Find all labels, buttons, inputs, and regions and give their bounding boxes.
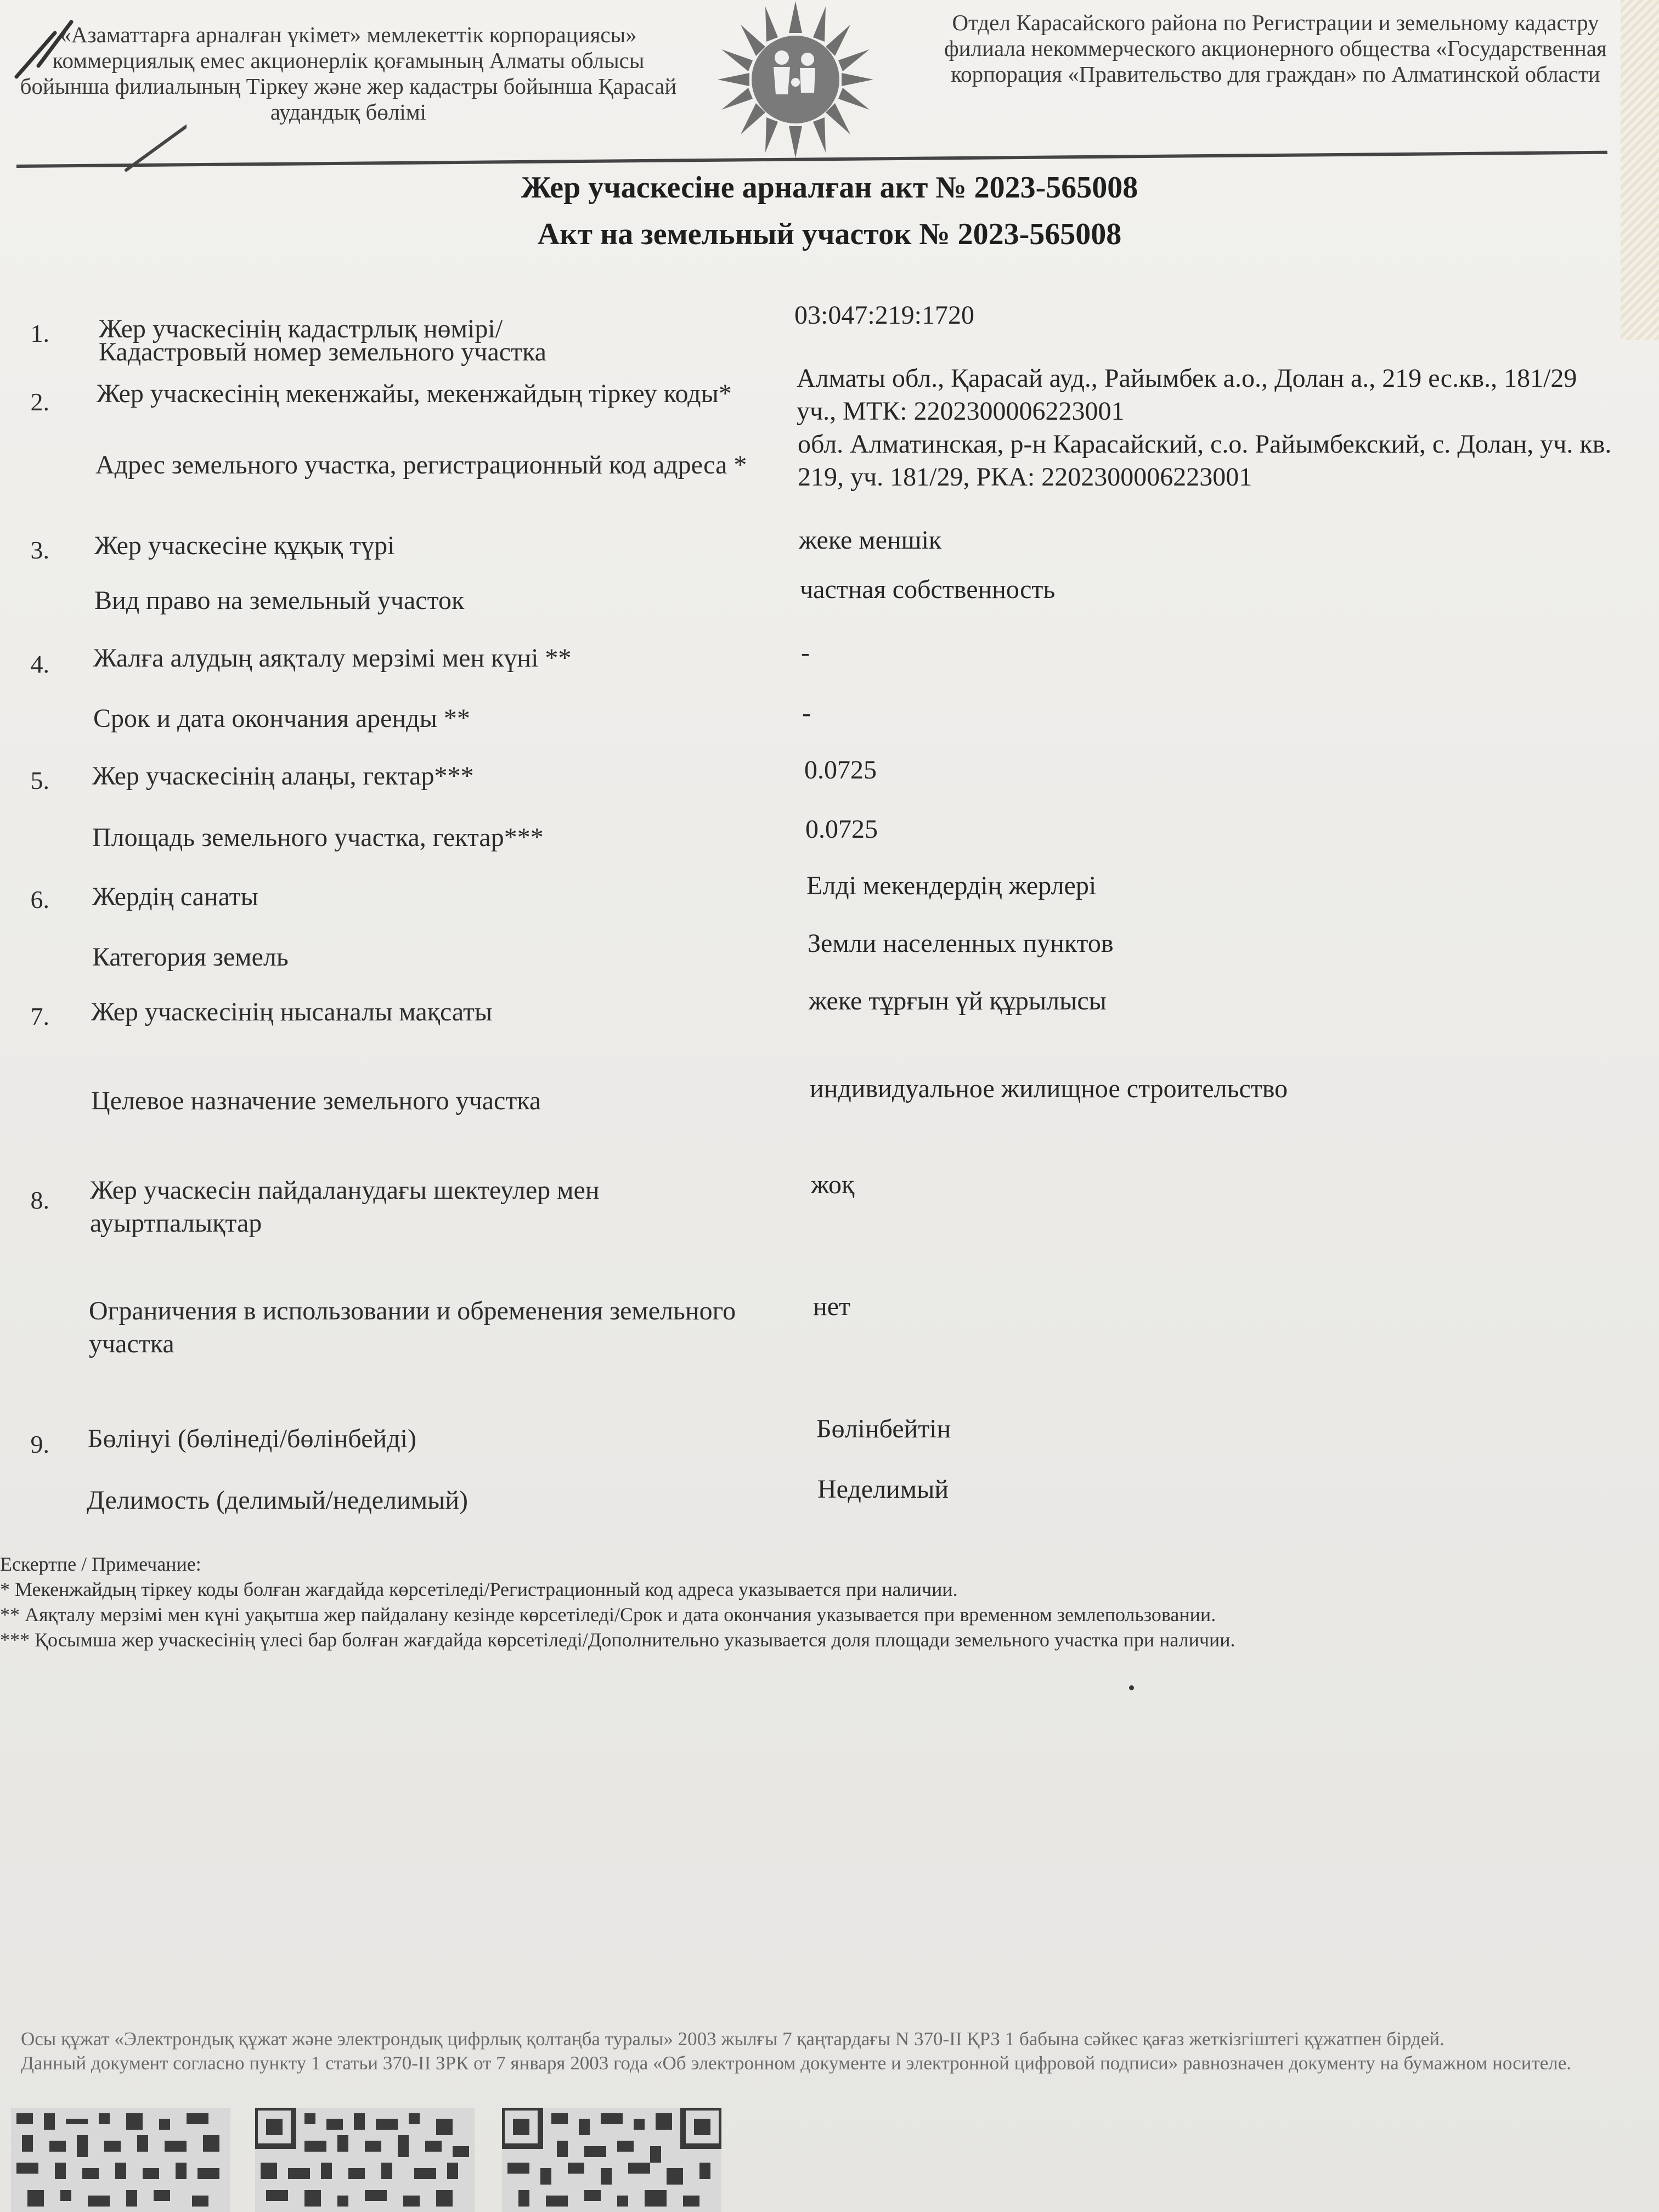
area-value-ru: 0.0725 bbox=[805, 815, 878, 844]
row-number: 7. bbox=[30, 1002, 49, 1030]
row-number: 9. bbox=[30, 1430, 49, 1458]
row-label-kz: Жер учаскесін пайдаланудағы шектеулер мен ауыртпалықтар bbox=[90, 1176, 600, 1238]
right-type-value-ru: частная собственность bbox=[800, 575, 1056, 604]
divisibility-value-kz: Бөлінбейтін bbox=[816, 1414, 951, 1443]
land-category-value-kz: Елді мекендердің жерлері bbox=[806, 871, 1097, 900]
row-label-ru: Вид право на земельный участок bbox=[94, 586, 465, 615]
row-label-ru: Целевое назначение земельного участка bbox=[91, 1086, 541, 1115]
divisibility-value-ru: Неделимый bbox=[817, 1475, 949, 1504]
purpose-value-kz: жеке тұрғын үй құрылысы bbox=[809, 986, 1107, 1015]
header-left-kz: «Азаматтарға арналған үкімет» мемлекеттік корпорациясы» коммерциялық емес акционерлік қоғамының Алматы облысы бойынша филиалының Тіркеу және жер кадастры бойынша Қарасай аудандық бөлімі bbox=[20, 22, 677, 125]
row-number: 1. bbox=[30, 319, 49, 347]
qr-code-icon bbox=[11, 2108, 230, 2212]
footer-legal-text bbox=[21, 2027, 1659, 2075]
purpose-value-ru: индивидуальное жилищное строительство bbox=[810, 1074, 1288, 1103]
notes-heading: Ескертпе / Примечание: bbox=[0, 1553, 201, 1575]
row-label-ru: Кадастровый номер земельного участка bbox=[99, 337, 546, 366]
row-number: 6. bbox=[30, 885, 49, 913]
row-label-kz: Жер учаскесіне құқық түрі bbox=[94, 531, 395, 560]
row-label-kz: Жер учаскесінің нысаналы мақсаты bbox=[91, 997, 493, 1026]
row-label-kz: Жалға алудың аяқталу мерзімі мен күні ** bbox=[93, 644, 572, 673]
sun-family-emblem-icon bbox=[708, 0, 883, 159]
area-value-kz: 0.0725 bbox=[804, 755, 877, 785]
lease-end-value-ru: - bbox=[802, 698, 811, 727]
row-label-kz: Жер учаскесінің мекенжайы, мекенжайдың тіркеу коды* bbox=[97, 379, 732, 408]
note-item: ** Аяқталу мерзімі мен күні уақытша жер пайдалану кезінде көрсетіледі/Срок и дата окончания указывается при временном землепользовании. bbox=[0, 1604, 1216, 1626]
row-label-kz: Жер учаскесінің кадастрлық нөмірі/ bbox=[99, 314, 503, 343]
land-category-value-ru: Земли населенных пунктов bbox=[808, 929, 1114, 958]
row-label-ru: Срок и дата окончания аренды ** bbox=[93, 704, 470, 733]
footer-ru: Данный документ согласно пункту 1 статьи 370-II ЗРК от 7 января 2003 года «Об электронном документе и электронной цифровой подписи» равнозначен документу на бумажном носителе. bbox=[21, 2052, 1572, 2074]
note-item: * Мекенжайдың тіркеу коды болған жағдайда көрсетіледі/Регистрационный код адреса указывается при наличии. bbox=[0, 1578, 958, 1600]
footer-kz: Осы құжат «Электрондық құжат және электрондық цифрлық қолтаңба туралы» 2003 жылғы 7 қаңтардағы N 370-II ҚРЗ 1 бабына сәйкес қағаз жеткізгіштегі құжатпен бірдей. bbox=[21, 2028, 1444, 2050]
qr-code-icon bbox=[255, 2108, 475, 2212]
row-label-ru: Адрес земельного участка, регистрационный код адреса * bbox=[95, 450, 747, 479]
row-label-ru: Ограничения в использовании и обременения земельного участка bbox=[89, 1296, 736, 1358]
row-label-ru: Категория земель bbox=[92, 943, 289, 972]
row-label-ru: Делимость (делимый/неделимый) bbox=[87, 1486, 469, 1515]
notes-block bbox=[0, 1551, 1646, 1652]
title-kz: Жер учаскесіне арналған акт № 2023-565008 bbox=[521, 171, 1138, 205]
row-number: 4. bbox=[30, 650, 49, 678]
ink-dot bbox=[1129, 1685, 1134, 1690]
row-label-kz: Жер учаскесінің алаңы, гектар*** bbox=[92, 761, 474, 791]
note-item: *** Қосымша жер учаскесінің үлесі бар болған жағдайда көрсетіледі/Дополнительно указывается доля площади земельного участка при наличии. bbox=[0, 1629, 1235, 1651]
address-value-ru: обл. Алматинская, р-н Карасайский, с.о. Райымбекский, с. Долан, уч. кв. 219, уч. 181/29, РКА: 2202300006223001 bbox=[798, 430, 1612, 492]
row-number: 8. bbox=[30, 1186, 49, 1214]
row-number: 5. bbox=[30, 766, 49, 794]
row-label-kz: Бөлінуі (бөлінеді/бөлінбейді) bbox=[88, 1424, 416, 1453]
lease-end-value-kz: - bbox=[801, 638, 810, 667]
right-type-value-kz: жеке меншік bbox=[799, 526, 942, 555]
title-ru: Акт на земельный участок № 2023-565008 bbox=[537, 217, 1122, 251]
address-value-kz: Алматы обл., Қарасай ауд., Райымбек а.о., Долан а., 219 ес.кв., 181/29 уч., МТК: 2202300006223001 bbox=[797, 364, 1577, 426]
cadastral-number-value: 03:047:219:1720 bbox=[794, 301, 975, 330]
restrictions-value-ru: нет bbox=[813, 1292, 850, 1321]
restrictions-value-kz: жоқ bbox=[811, 1170, 855, 1199]
row-label-ru: Площадь земельного участка, гектар*** bbox=[92, 823, 544, 852]
header-right-ru: Отдел Карасайского района по Регистрации и земельному кадастру филиала некоммерческого акционерного общества «Государственная корпорация «Правительство для граждан» по Алматинской области bbox=[944, 10, 1607, 87]
row-number: 2. bbox=[30, 388, 49, 416]
row-number: 3. bbox=[30, 536, 49, 564]
row-label-kz: Жердің санаты bbox=[92, 882, 258, 911]
qr-code-icon bbox=[502, 2108, 721, 2212]
